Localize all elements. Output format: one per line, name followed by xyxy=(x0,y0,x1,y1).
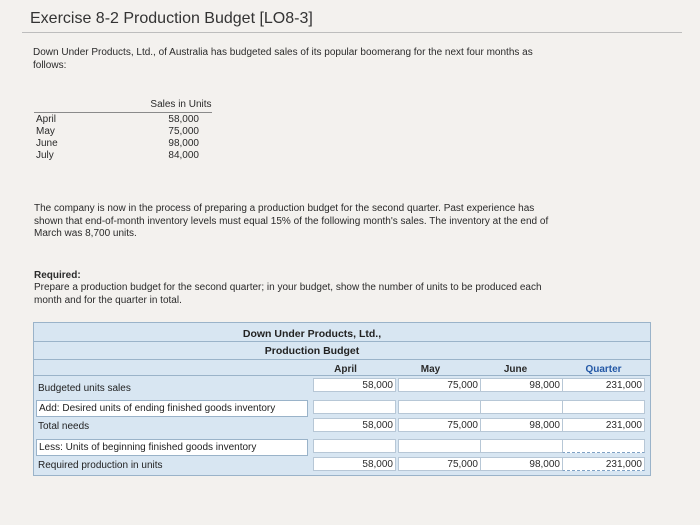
intro-text: Down Under Products, Ltd., of Australia has budgeted sales of its popular boomerang for the next four months as follows: xyxy=(33,47,533,71)
sales-header-rule xyxy=(34,112,212,113)
col-header-june: June xyxy=(503,364,528,375)
april-ending-inventory-input[interactable] xyxy=(313,400,396,414)
exercise-title: Exercise 8-2 Production Budget [LO8-3] xyxy=(30,10,313,27)
sales-row xyxy=(34,126,212,138)
budget-company: Down Under Products, Ltd., xyxy=(242,328,382,340)
june-budgeted-sales[interactable]: 98,000 xyxy=(480,378,563,392)
sales-units: 84,000 xyxy=(168,150,199,161)
col-header-quarter: Quarter xyxy=(585,364,622,375)
required-heading: Required: xyxy=(34,270,81,281)
row-label-ending-inventory: Add: Desired units of ending finished goods inventory xyxy=(36,400,308,417)
col-header-may: May xyxy=(420,364,441,375)
april-required-production[interactable]: 58,000 xyxy=(313,457,396,471)
may-budgeted-sales[interactable]: 75,000 xyxy=(398,378,481,392)
quarter-ending-inventory-input[interactable] xyxy=(562,400,645,414)
quarter-beginning-inventory-input[interactable] xyxy=(562,439,645,453)
budget-divider xyxy=(34,375,650,376)
production-budget-table xyxy=(33,322,651,476)
row-label-beginning-inventory: Less: Units of beginning finished goods inventory xyxy=(36,439,308,456)
sales-row xyxy=(34,138,212,150)
may-required-production[interactable]: 75,000 xyxy=(398,457,481,471)
june-ending-inventory-input[interactable] xyxy=(480,400,563,414)
may-total-needs[interactable]: 75,000 xyxy=(398,418,481,432)
april-beginning-inventory-input[interactable] xyxy=(313,439,396,453)
april-budgeted-sales[interactable]: 58,000 xyxy=(313,378,396,392)
problem-description: The company is now in the process of preparing a production budget for the second quarter. Past experience has shown that end-of-month inventory levels must equal 15% of the following month's sales. The inventory at the end of March was 8,700 units. xyxy=(34,203,549,239)
budget-divider xyxy=(34,341,650,342)
june-total-needs[interactable]: 98,000 xyxy=(480,418,563,432)
row-label-total-needs: Total needs xyxy=(38,421,90,432)
sales-month: June xyxy=(36,138,58,149)
may-beginning-inventory-input[interactable] xyxy=(398,439,481,453)
budget-title: Production Budget xyxy=(264,345,360,357)
row-label-budgeted-sales: Budgeted units sales xyxy=(38,383,131,394)
sales-units: 98,000 xyxy=(168,138,199,149)
june-required-production[interactable]: 98,000 xyxy=(480,457,563,471)
required-text: Prepare a production budget for the second quarter; in your budget, show the number of units to be produced each month and for the quarter in total. xyxy=(34,282,542,306)
sales-row xyxy=(34,150,212,162)
may-ending-inventory-input[interactable] xyxy=(398,400,481,414)
sales-units: 58,000 xyxy=(168,114,199,125)
sales-header: Sales in Units xyxy=(150,99,212,110)
june-beginning-inventory-input[interactable] xyxy=(480,439,563,453)
sales-row xyxy=(34,114,212,126)
sales-month: April xyxy=(36,114,57,125)
quarter-required-production[interactable]: 231,000 xyxy=(562,457,645,471)
sales-month: July xyxy=(36,150,54,161)
april-total-needs[interactable]: 58,000 xyxy=(313,418,396,432)
quarter-total-needs[interactable]: 231,000 xyxy=(562,418,645,432)
budget-divider xyxy=(34,359,650,360)
sales-units: 75,000 xyxy=(168,126,199,137)
sales-month: May xyxy=(36,126,55,137)
col-header-april: April xyxy=(334,364,357,375)
row-label-required-production: Required production in units xyxy=(38,460,163,471)
title-divider xyxy=(22,32,682,33)
quarter-budgeted-sales[interactable]: 231,000 xyxy=(562,378,645,392)
